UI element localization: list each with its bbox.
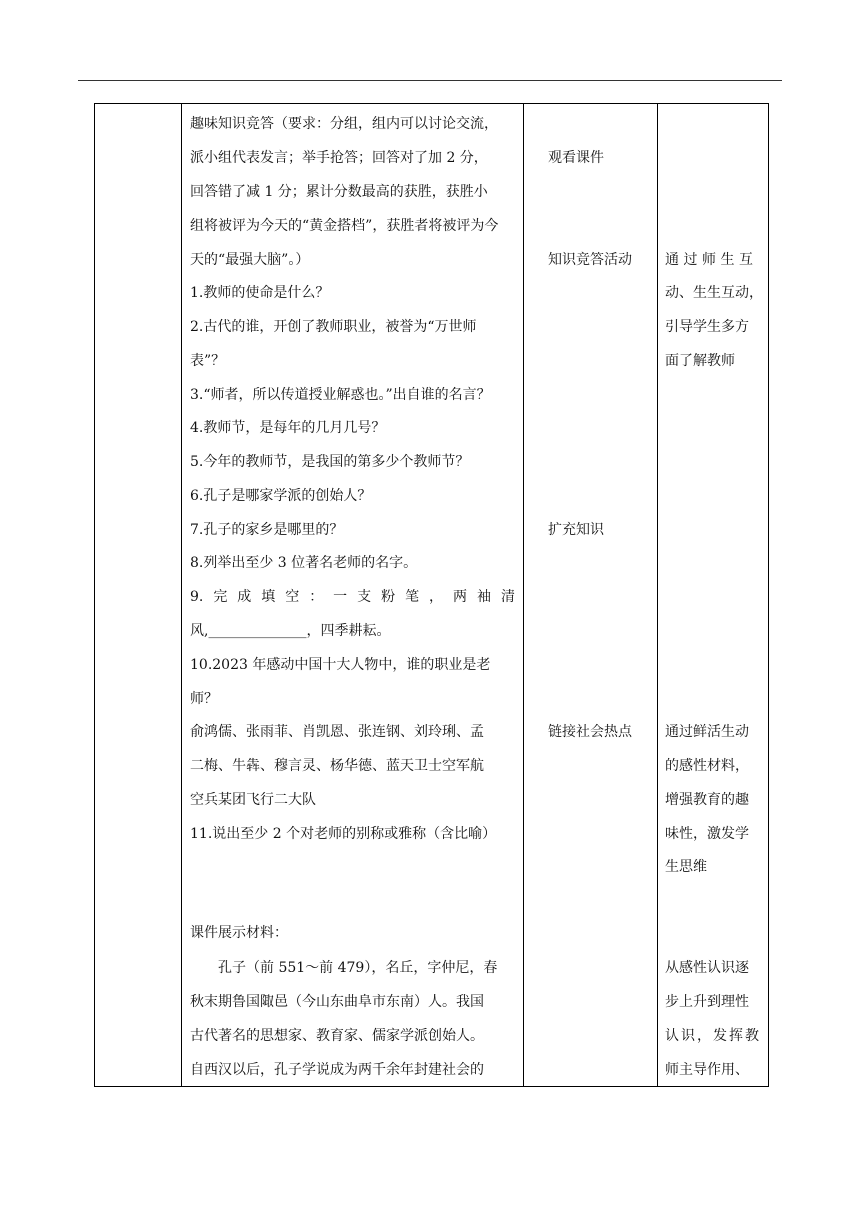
- material-line: 秋末期鲁国陬邑（今山东曲阜市东南）人。我国: [190, 994, 484, 1010]
- quiz-intro-line: 天的“最强大脑”。）: [190, 252, 310, 268]
- intent-line: 师主导作用、: [665, 1062, 749, 1078]
- names-line: 俞鸿儒、张雨菲、肖凯恩、张连钢、刘玲琍、孟: [190, 724, 484, 740]
- material-line: 自西汉以后，孔子学说成为两千余年封建社会的: [190, 1062, 484, 1078]
- quiz-intro-line: 回答错了减 1 分；累计分数最高的获胜，获胜小: [190, 184, 488, 200]
- names-line: 二梅、牛犇、穆言灵、杨华德、蓝天卫士空军航: [190, 758, 484, 774]
- link-social-hotspots: 链接社会热点: [548, 724, 632, 740]
- question-6: 6.孔子是哪家学派的创始人？: [190, 488, 372, 504]
- intent-line: 动、生生互动，: [665, 285, 763, 301]
- q9-char: 完: [213, 589, 228, 605]
- material-line: 古代著名的思想家、教育家、儒家学派创始人。: [190, 1028, 484, 1044]
- q9-char: 9.: [190, 589, 204, 605]
- teacher-activity-cell: [182, 104, 524, 1087]
- question-5: 5.今年的教师节，是我国的第多少个教师节？: [190, 454, 470, 470]
- intent-line: 通过鲜活生动: [665, 724, 749, 740]
- intent-line: 步上升到理性: [665, 994, 749, 1010]
- q9-char: ：: [309, 589, 324, 605]
- lesson-plan-table: [94, 103, 769, 1087]
- intent-line: 增强教育的趣: [665, 792, 749, 808]
- q9-char: 清: [500, 589, 515, 605]
- quiz-intro-line: 组将被评为今天的“黄金搭档”，获胜者将被评为今: [190, 218, 499, 234]
- q9-char: 袖: [476, 589, 491, 605]
- design-intent-cell: [658, 104, 769, 1087]
- intent-line: 的感性材料，: [665, 758, 749, 774]
- question-10: 10.2023 年感动中国十大人物中，谁的职业是老: [190, 657, 491, 673]
- material-line: 孔子（前 551～前 479），名丘，字仲尼，春: [218, 960, 498, 976]
- question-7: 7.孔子的家乡是哪里的？: [190, 522, 344, 538]
- intent-line: 引导学生多方: [665, 319, 749, 335]
- question-9: [190, 587, 515, 607]
- q9-char: 空: [285, 589, 300, 605]
- intent-line: 味性，激发学: [665, 826, 749, 842]
- header-rule: [78, 80, 782, 81]
- question-3: 3.“师者，所以传道授业解惑也。”出自谁的名言？: [190, 387, 491, 403]
- question-1: 1.教师的使命是什么？: [190, 285, 330, 301]
- question-2: 2.古代的谁，开创了教师职业，被誉为“万世师: [190, 319, 477, 335]
- q9-char: 成: [237, 589, 252, 605]
- q9-char: 两: [453, 589, 468, 605]
- stage-cell: [95, 104, 182, 1087]
- question-10-cont: 师？: [190, 691, 218, 707]
- names-line: 空兵某团飞行二大队: [190, 792, 316, 808]
- question-9-cont: 风,______________，四季耕耘。: [190, 623, 391, 639]
- q9-char: 填: [261, 589, 276, 605]
- q9-char: 支: [357, 589, 372, 605]
- quiz-activity: 知识竞答活动: [548, 252, 632, 268]
- watch-courseware: 观看课件: [548, 150, 604, 166]
- q9-char: ，: [429, 589, 444, 605]
- table-row: [95, 104, 769, 1087]
- q9-char: 笔: [405, 589, 420, 605]
- q9-char: 粉: [381, 589, 396, 605]
- expand-knowledge: 扩充知识: [548, 522, 604, 538]
- student-activity-cell: [524, 104, 658, 1087]
- question-8: 8.列举出至少 3 位著名老师的名字。: [190, 555, 418, 571]
- intent-line: 认识，发挥教: [665, 1028, 761, 1044]
- question-11: 11.说出至少 2 个对老师的别称或雅称（含比喻）: [190, 826, 497, 842]
- intent-line: 从感性认识逐: [665, 960, 749, 976]
- intent-line: 通过师生互: [665, 252, 758, 268]
- q9-char: 一: [333, 589, 348, 605]
- question-4: 4.教师节，是每年的几月几号？: [190, 420, 386, 436]
- intent-line: 面了解教师: [665, 353, 735, 369]
- material-title: 课件展示材料：: [190, 925, 288, 941]
- question-2-cont: 表”？: [190, 353, 226, 369]
- quiz-intro-line: 派小组代表发言；举手抢答；回答对了加 2 分，: [190, 150, 488, 166]
- quiz-intro-line: 趣味知识竞答（要求：分组，组内可以讨论交流，: [190, 116, 498, 132]
- intent-line: 生思维: [665, 859, 707, 875]
